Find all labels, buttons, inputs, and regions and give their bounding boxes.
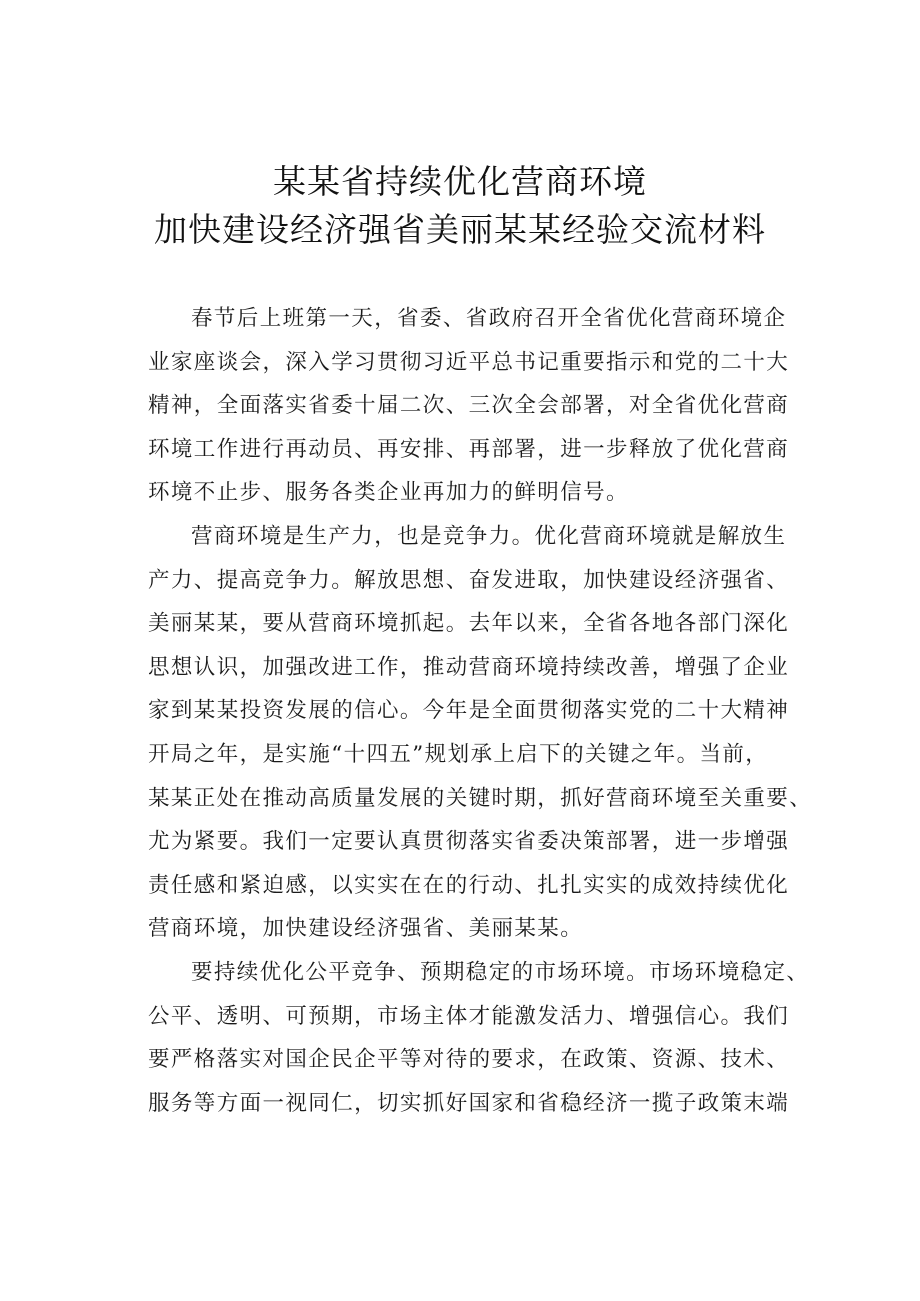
text-line: 思想认识，加强改进工作，推动营商环境持续改善，增强了企业 — [148, 654, 790, 680]
text-line: 营商环境，加快建设经济强省、美丽某某。 — [148, 916, 584, 942]
text-line: 某某正处在推动高质量发展的关键时期，抓好营商环境至关重要、 — [148, 785, 813, 811]
text-line: 公平、透明、可预期，市场主体才能激发活力、增强信心。我们 — [148, 1003, 790, 1029]
text-line: 营商环境是生产力，也是竞争力。优化营商环境就是解放生 — [191, 523, 787, 549]
text-line: 要持续优化公平竞争、预期稳定的市场环境。市场环境稳定、 — [191, 959, 810, 985]
paragraph-1 — [148, 297, 798, 515]
title-line-2: 加快建设经济强省美丽某某经验交流材料 — [154, 210, 766, 249]
text-line: 责任感和紧迫感，以实实在在的行动、扎扎实实的成效持续优化 — [148, 872, 790, 898]
paragraph-2 — [148, 515, 813, 951]
text-line: 业家座谈会，深入学习贯彻习近平总书记重要指示和党的二十大 — [148, 349, 790, 375]
text-line: 要严格落实对国企民企平等对待的要求，在政策、资源、技术、 — [148, 1047, 790, 1073]
text-line: 产力、提高竞争力。解放思想、奋发进取，加快建设经济强省、 — [148, 567, 790, 593]
paragraph-3 — [148, 951, 810, 1125]
text-line: 家到某某投资发展的信心。今年是全面贯彻落实党的二十大精神 — [148, 698, 790, 724]
text-line: 精神，全面落实省委十届二次、三次全会部署，对全省优化营商 — [148, 393, 790, 419]
text-line: 环境工作进行再动员、再安排、再部署，进一步释放了优化营商 — [148, 436, 790, 462]
title-line-1: 某某省持续优化营商环境 — [273, 162, 647, 201]
text-line: 环境不止步、服务各类企业再加力的鲜明信号。 — [148, 480, 629, 506]
text-line: 美丽某某，要从营商环境抓起。去年以来，全省各地各部门深化 — [148, 611, 790, 637]
document-title — [0, 158, 920, 254]
text-line: 开局之年，是实施“十四五”规划承上启下的关键之年。当前， — [148, 741, 769, 767]
text-line: 尤为紧要。我们一定要认真贯彻落实省委决策部署，进一步增强 — [148, 829, 790, 855]
text-line: 服务等方面一视同仁，切实抓好国家和省稳经济一揽子政策末端 — [148, 1090, 790, 1116]
text-line: 春节后上班第一天，省委、省政府召开全省优化营商环境企 — [191, 306, 787, 331]
document-body — [148, 297, 813, 1125]
